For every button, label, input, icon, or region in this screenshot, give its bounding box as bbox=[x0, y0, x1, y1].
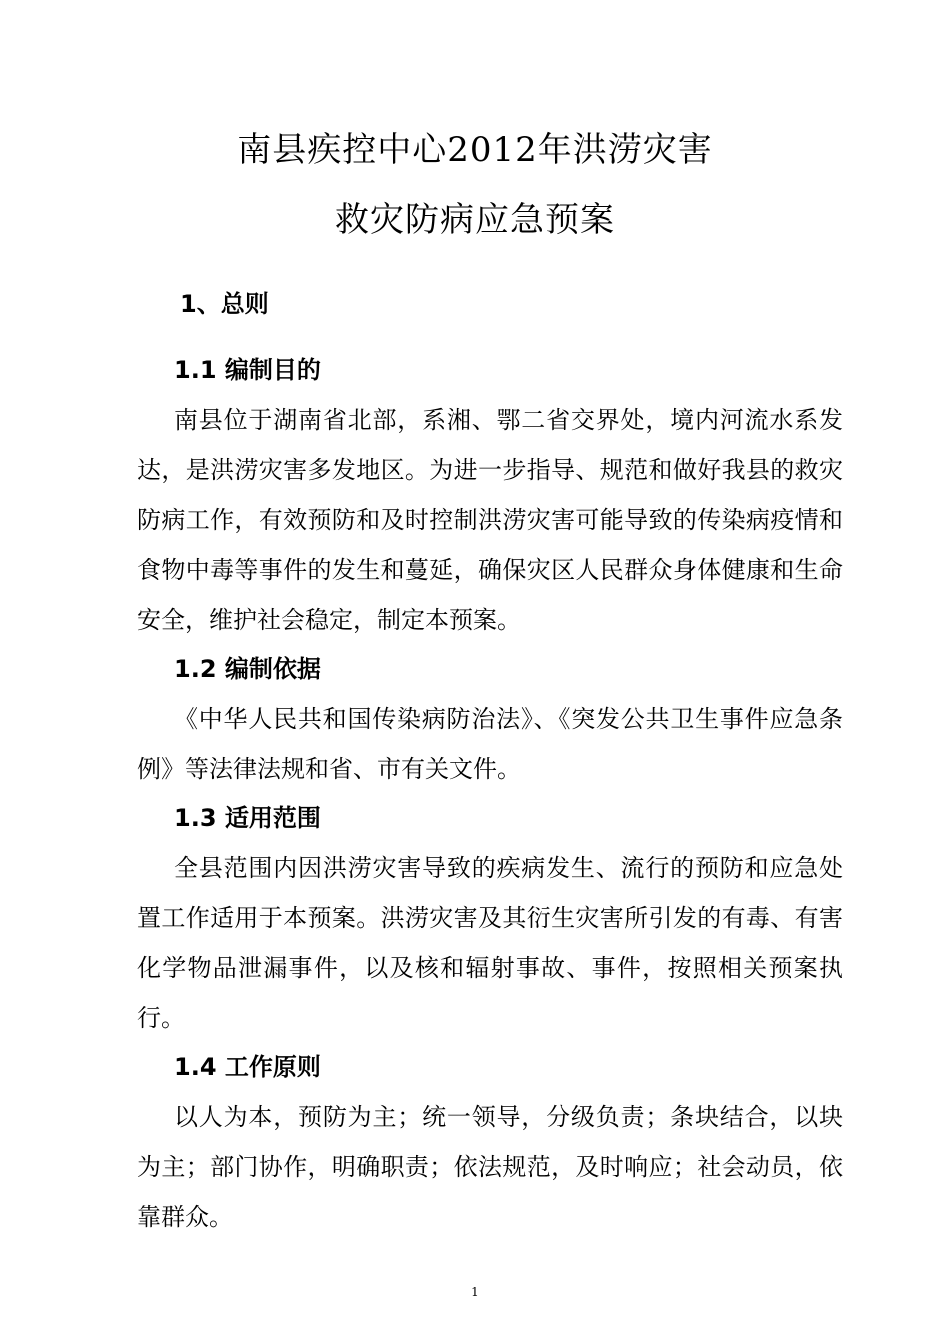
paragraph-scope: 全县范围内因洪涝灾害导致的疾病发生、流行的预防和应急处置工作适用于本预案。洪涝灾害及其衍生灾害所引发的有毒、有害化学物品泄漏事件，以及核和辐射事故、事件，按照相关预案执行。 bbox=[137, 854, 843, 1032]
page-number: 1 bbox=[471, 1285, 479, 1299]
document-title-line-2: 救灾防病应急预案 bbox=[335, 200, 615, 240]
section-heading-purpose: 1.1 编制目的 bbox=[174, 356, 321, 384]
paragraph-basis: 《中华人民共和国传染病防治法》、《突发公共卫生事件应急条例》等法律法规和省、市有关文件。 bbox=[137, 705, 843, 783]
section-heading-general: 1、总则 bbox=[180, 290, 269, 318]
paragraph-principles: 以人为本，预防为主；统一领导，分级负责；条块结合，以块为主；部门协作，明确职责；依法规范，及时响应；社会动员，依靠群众。 bbox=[137, 1103, 843, 1231]
document-title-line-1: 南县疾控中心2012年洪涝灾害 bbox=[237, 130, 713, 170]
section-heading-principles: 1.4 工作原则 bbox=[174, 1053, 321, 1081]
section-heading-basis: 1.2 编制依据 bbox=[174, 655, 321, 683]
paragraph-purpose: 南县位于湖南省北部，系湘、鄂二省交界处，境内河流水系发达，是洪涝灾害多发地区。为进一步指导、规范和做好我县的救灾防病工作，有效预防和及时控制洪涝灾害可能导致的传染病疫情和食物中毒等事件的发生和蔓延，确保灾区人民群众身体健康和生命安全，维护社会稳定，制定本预案。 bbox=[137, 406, 843, 634]
section-heading-scope: 1.3 适用范围 bbox=[174, 804, 321, 832]
